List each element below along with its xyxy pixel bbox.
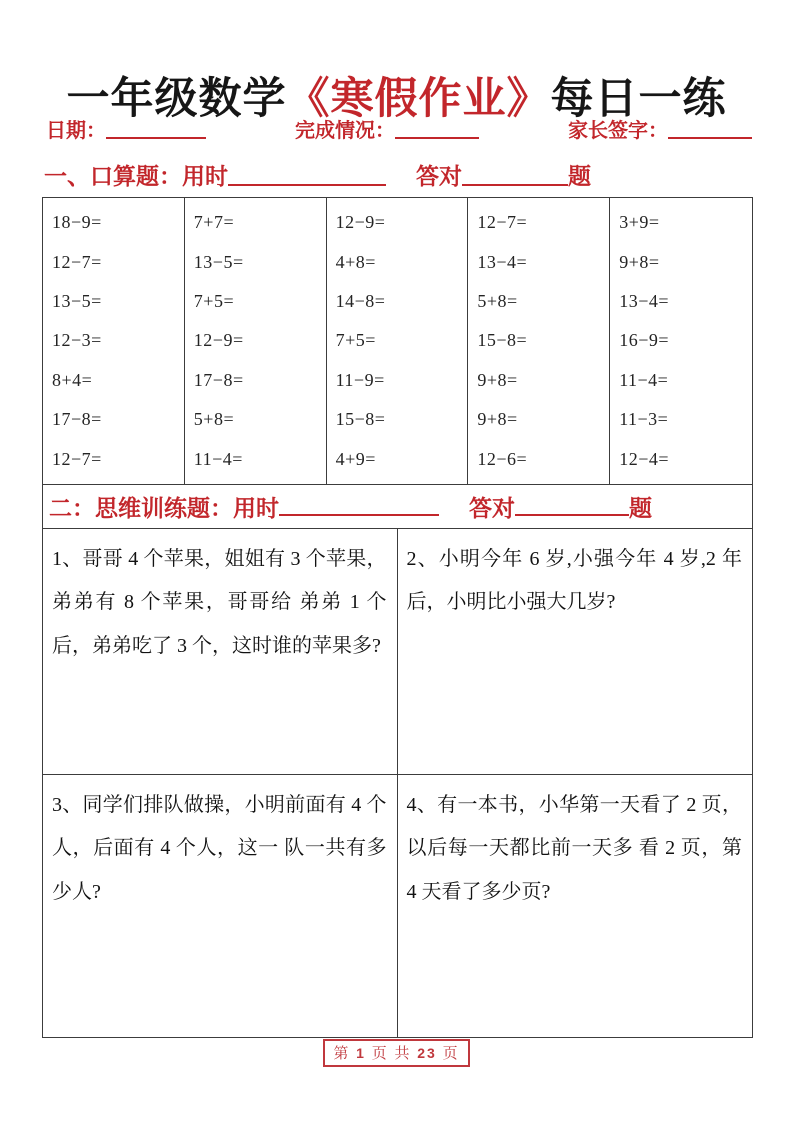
oral-problem: 8+4=	[52, 369, 93, 390]
oral-problem: 9+8=	[477, 409, 518, 430]
section2-suffix: 题	[629, 495, 652, 521]
oral-problem: 12−7=	[477, 212, 528, 233]
oral-problem: 11−4=	[193, 448, 243, 469]
section1-suffix: 题	[568, 164, 591, 189]
section2-heading	[43, 485, 752, 529]
section1-prefix: 一、口算题：用时	[44, 164, 228, 189]
date-label: 日期：	[46, 120, 106, 142]
footer-page-number: 1	[356, 1045, 366, 1061]
oral-problem: 9+8=	[477, 369, 518, 390]
section2-prefix: 二：思维训练题：用时	[49, 495, 279, 521]
footer-suffix: 页	[442, 1046, 460, 1062]
oral-column	[610, 198, 752, 484]
oral-problem: 13−5=	[193, 251, 244, 272]
signature-blank-line	[668, 123, 752, 139]
oral-column	[185, 198, 327, 484]
completion-label: 完成情况：	[295, 120, 395, 142]
section1-mid: 答对	[416, 164, 462, 189]
oral-problem: 3+9=	[619, 212, 660, 233]
oral-problem: 7+5=	[335, 330, 376, 351]
oral-problem: 5+8=	[193, 409, 235, 430]
title-book-name: 《寒假作业》	[286, 75, 551, 123]
oral-problem: 9+8=	[619, 251, 660, 272]
signature-label: 家长签字：	[568, 120, 668, 142]
word-problem-cell: 1、哥哥 4 个苹果，姐姐有 3 个苹果，弟弟有 8 个苹果，哥哥给 弟弟 1 个后，弟弟吃了 3 个，这时谁的苹果多?	[43, 529, 398, 775]
oral-problem: 16−9=	[619, 330, 669, 351]
section2-time-blank	[279, 500, 439, 516]
oral-problem: 12−7=	[52, 251, 102, 272]
oral-column	[327, 198, 469, 484]
signature-field	[568, 114, 752, 143]
oral-problem: 17−8=	[52, 409, 102, 430]
oral-calculation-grid	[43, 198, 752, 485]
word-problem-cell: 2、小明今年 6 岁,小强今年 4 岁,2 年后，小明比小强大几岁?	[398, 529, 753, 775]
section1-heading	[44, 158, 591, 191]
page-footer	[0, 1039, 793, 1067]
oral-problem: 4+9=	[335, 448, 376, 469]
oral-problem: 11−9=	[335, 369, 385, 390]
word-problem-cell: 4、有一本书，小华第一天看了 2 页，以后每一天都比前一天多 看 2 页，第 4 天看了多少页?	[406, 793, 742, 903]
section1-time-blank	[228, 170, 386, 186]
oral-problem: 17−8=	[193, 369, 244, 390]
section2-mid: 答对	[469, 495, 515, 521]
oral-problem: 12−4=	[619, 448, 669, 469]
oral-column	[43, 198, 185, 484]
oral-problem: 13−5=	[52, 290, 102, 311]
oral-problem: 11−3=	[619, 409, 669, 430]
oral-problem: 15−8=	[335, 409, 386, 430]
oral-problem: 7+5=	[193, 290, 235, 311]
word-problems-grid	[43, 529, 752, 1037]
oral-problem: 12−3=	[52, 330, 102, 351]
footer-prefix: 第	[333, 1046, 351, 1062]
completion-field	[295, 114, 479, 143]
oral-problem: 12−6=	[477, 448, 528, 469]
date-blank-line	[106, 123, 206, 139]
oral-problem: 12−7=	[52, 448, 102, 469]
oral-problem: 13−4=	[477, 251, 528, 272]
section1-correct-blank	[462, 170, 568, 186]
section2-correct-blank	[515, 500, 629, 516]
footer-total-pages: 23	[417, 1045, 437, 1061]
oral-problem: 14−8=	[335, 290, 386, 311]
footer-mid: 页 共	[371, 1046, 412, 1062]
oral-problem: 12−9=	[335, 212, 386, 233]
meta-row	[46, 114, 752, 143]
oral-problem: 7+7=	[193, 212, 235, 233]
word-problem-cell: 3、同学们排队做操，小明前面有 4 个人，后面有 4 个人，这一 队一共有多少人?	[43, 775, 398, 1037]
title-grade-subject: 一年级数学	[66, 75, 287, 123]
date-field	[46, 114, 206, 143]
completion-blank-line	[395, 123, 479, 139]
title-daily-practice: 每日一练	[550, 75, 727, 123]
oral-problem: 18−9=	[52, 212, 102, 233]
oral-problem: 4+8=	[335, 251, 376, 272]
oral-problem: 5+8=	[477, 290, 518, 311]
oral-problem: 11−4=	[619, 369, 669, 390]
oral-problem: 15−8=	[477, 330, 528, 351]
page-number-box	[323, 1039, 469, 1067]
oral-column	[468, 198, 610, 484]
oral-problem: 13−4=	[619, 290, 669, 311]
oral-problem: 12−9=	[193, 330, 244, 351]
worksheet-table	[42, 197, 753, 1038]
